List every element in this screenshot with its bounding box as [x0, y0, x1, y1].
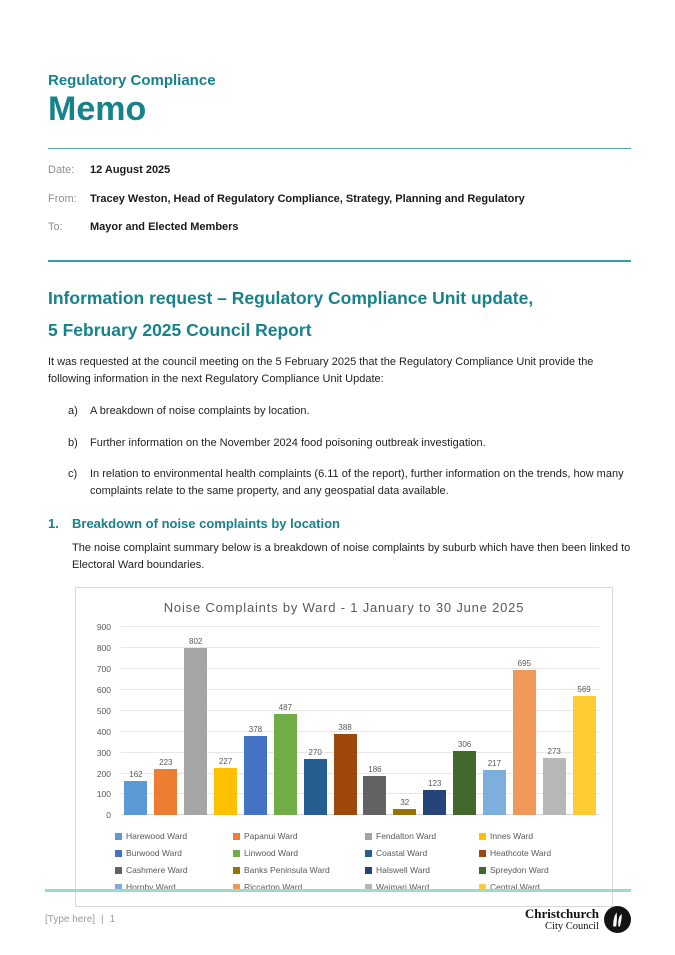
legend-label: Waimari Ward [376, 882, 430, 893]
council-logo [525, 906, 631, 933]
document-subtitle: Regulatory Compliance [48, 72, 216, 89]
bar-slot-central-ward [569, 627, 599, 815]
request-list-item-a [48, 403, 631, 420]
bar-slot-cashmere-ward [360, 627, 390, 815]
bar-value-label: 217 [487, 758, 502, 768]
type-here-placeholder: [Type here] [45, 914, 96, 925]
bar-value-label: 695 [517, 659, 531, 669]
council-emblem-icon [604, 906, 631, 933]
chart-bar [244, 736, 267, 815]
intro-paragraph: It was requested at the council meeting on the 5 February 2025 that the Regulatory Compliance Unit provide the following information in the next Regulatory Compliance Unit Update: [48, 356, 594, 385]
legend-item-harewood-ward [115, 831, 233, 841]
legend-label: Innes Ward [490, 831, 534, 842]
section-1-heading [48, 516, 631, 531]
meta-row-date [48, 163, 631, 178]
chart-bar [423, 790, 446, 816]
y-axis-tick: 400 [96, 726, 111, 737]
bar-value-label: 487 [278, 702, 292, 712]
bar-slot-spreydon-ward [450, 627, 480, 815]
bar-slot-hornby-ward [480, 627, 510, 815]
bar-value-label: 162 [129, 770, 143, 780]
chart-plot [96, 622, 599, 821]
bar-slot-innes-ward [211, 627, 241, 815]
legend-item-fendalton-ward [365, 831, 479, 841]
to-value: Mayor and Elected Members [90, 221, 239, 234]
chart-y-axis [89, 622, 115, 821]
bar-slot-waimari-ward [539, 627, 569, 815]
footer-separator: | [101, 914, 104, 925]
legend-swatch-icon [365, 833, 372, 840]
legend-item-spreydon-ward [479, 865, 589, 875]
legend-swatch-icon [233, 850, 240, 857]
page-footer [45, 889, 631, 933]
to-label: To: [48, 221, 63, 234]
legend-label: Fendalton Ward [376, 831, 437, 842]
request-list-item-b [48, 435, 631, 452]
legend-label: Spreydon Ward [490, 865, 549, 876]
list-marker: c) [68, 468, 78, 481]
list-text: Further information on the November 2024 food poisoning outbreak investigation. [90, 436, 486, 449]
bar-value-label: 227 [218, 756, 233, 766]
list-marker: a) [68, 405, 78, 418]
request-list-item-c [48, 466, 631, 499]
legend-label: Riccarton Ward [244, 882, 303, 893]
chart-bar [513, 670, 536, 815]
y-axis-tick: 700 [96, 664, 111, 675]
legend-label: Central Ward [490, 882, 540, 893]
date-value: 12 August 2025 [90, 164, 171, 177]
section-divider [48, 260, 631, 262]
page-title-line1: Information request – Regulatory Compliance Unit update, [48, 287, 534, 308]
y-axis-tick: 200 [96, 768, 111, 779]
legend-item-papanui-ward [233, 831, 365, 841]
bar-value-label: 273 [547, 747, 561, 757]
legend-label: Burwood Ward [126, 848, 182, 859]
bar-value-label: 123 [428, 778, 442, 788]
chart-bar [124, 781, 147, 815]
legend-item-cashmere-ward [115, 865, 233, 875]
date-label: Date: [48, 164, 75, 177]
chart-bar [453, 751, 476, 815]
y-axis-tick: 100 [96, 789, 111, 800]
chart-bar [334, 734, 357, 815]
list-marker: b) [68, 436, 78, 449]
bar-value-label: 569 [577, 685, 591, 695]
request-list [48, 403, 631, 499]
legend-label: Linwood Ward [244, 848, 299, 859]
legend-swatch-icon [233, 867, 240, 874]
legend-swatch-icon [479, 850, 486, 857]
from-label: From: [48, 192, 77, 205]
bar-slot-papanui-ward [151, 627, 181, 815]
legend-item-halswell-ward [365, 865, 479, 875]
legend-label: Banks Peninsula Ward [244, 865, 330, 876]
memo-meta [48, 163, 631, 235]
y-axis-tick: 500 [96, 705, 111, 716]
meta-row-to [48, 220, 631, 235]
chart-bar [154, 769, 177, 816]
chart-bar [304, 759, 327, 815]
legend-item-heathcote-ward [479, 848, 589, 858]
bar-slot-fendalton-ward [181, 627, 211, 815]
bar-slot-halswell-ward [420, 627, 450, 815]
bar-slot-heathcote-ward [330, 627, 360, 815]
legend-swatch-icon [115, 833, 122, 840]
legend-swatch-icon [115, 867, 122, 874]
legend-label: Cashmere Ward [126, 865, 188, 876]
legend-label: Papanui Ward [244, 831, 298, 842]
legend-label: Heathcote Ward [490, 848, 552, 859]
page-title [48, 282, 631, 347]
y-axis-tick: 600 [96, 684, 111, 695]
chart-bar [184, 648, 207, 816]
y-axis-tick: 300 [96, 747, 111, 758]
legend-swatch-icon [479, 867, 486, 874]
council-logo-text [525, 907, 599, 933]
legend-swatch-icon [115, 850, 122, 857]
legend-label: Coastal Ward [376, 848, 428, 859]
section-1-title: Breakdown of noise complaints by location [72, 516, 340, 532]
legend-item-linwood-ward [233, 848, 365, 858]
legend-swatch-icon [479, 833, 486, 840]
meta-row-from [48, 192, 631, 207]
legend-swatch-icon [365, 850, 372, 857]
page-number: 1 [109, 914, 116, 925]
legend-item-coastal-ward [365, 848, 479, 858]
from-value: Tracey Weston, Head of Regulatory Compliance, Strategy, Planning and Regulatory [90, 192, 525, 205]
council-logo-line2: City Council [545, 920, 599, 932]
bar-slot-harewood-ward [121, 627, 151, 815]
y-axis-tick: 900 [96, 622, 111, 633]
chart-bar [214, 768, 237, 815]
bar-slot-coastal-ward [300, 627, 330, 815]
legend-swatch-icon [233, 833, 240, 840]
bar-value-label: 378 [248, 725, 263, 735]
bar-value-label: 306 [457, 740, 472, 750]
bar-value-label: 270 [308, 747, 322, 757]
document-title: Memo [48, 90, 147, 128]
council-logo-line1: Christchurch [524, 905, 599, 921]
section-1-number: 1. [48, 516, 59, 532]
bar-slot-banks-peninsula-ward [390, 627, 420, 815]
bar-value-label: 32 [400, 797, 410, 807]
bar-value-label: 186 [368, 765, 382, 775]
bar-value-label: 802 [189, 636, 203, 646]
chart-bar [393, 809, 416, 816]
chart-bar [274, 714, 297, 816]
chart-bar [543, 758, 566, 815]
legend-swatch-icon [365, 867, 372, 874]
bar-value-label: 388 [338, 723, 352, 733]
legend-item-burwood-ward [115, 848, 233, 858]
chart-bar [363, 776, 386, 815]
chart-bar [483, 770, 506, 815]
chart-bars [121, 627, 599, 815]
list-text: A breakdown of noise complaints by location. [90, 405, 310, 418]
bar-slot-riccarton-ward [509, 627, 539, 815]
bar-slot-burwood-ward [241, 627, 271, 815]
noise-complaints-chart [75, 587, 613, 907]
chart-title: Noise Complaints by Ward - 1 January to 30 June 2025 [163, 600, 525, 616]
page-title-line2: 5 February 2025 Council Report [48, 319, 312, 340]
legend-label: Halswell Ward [376, 865, 431, 876]
list-text: In relation to environmental health complaints (6.11 of the report), further information on the trends, how many complaints relate to the same property, and any geospatial data available. [90, 468, 624, 497]
y-axis-tick: 0 [106, 810, 111, 821]
chart-legend [115, 831, 599, 892]
legend-item-banks-peninsula-ward [233, 865, 365, 875]
legend-label: Hornby Ward [126, 882, 176, 893]
footer-left-text [45, 914, 115, 925]
bar-value-label: 223 [159, 757, 173, 767]
header-divider [48, 148, 631, 149]
legend-label: Harewood Ward [126, 831, 188, 842]
bar-slot-linwood-ward [270, 627, 300, 815]
section-1-paragraph: The noise complaint summary below is a breakdown of noise complaints by suburb which have then been linked to Electoral Ward boundaries. [72, 542, 631, 571]
y-axis-tick: 800 [96, 643, 111, 654]
footer-divider [45, 889, 631, 892]
legend-item-innes-ward [479, 831, 589, 841]
chart-bar [573, 696, 596, 815]
